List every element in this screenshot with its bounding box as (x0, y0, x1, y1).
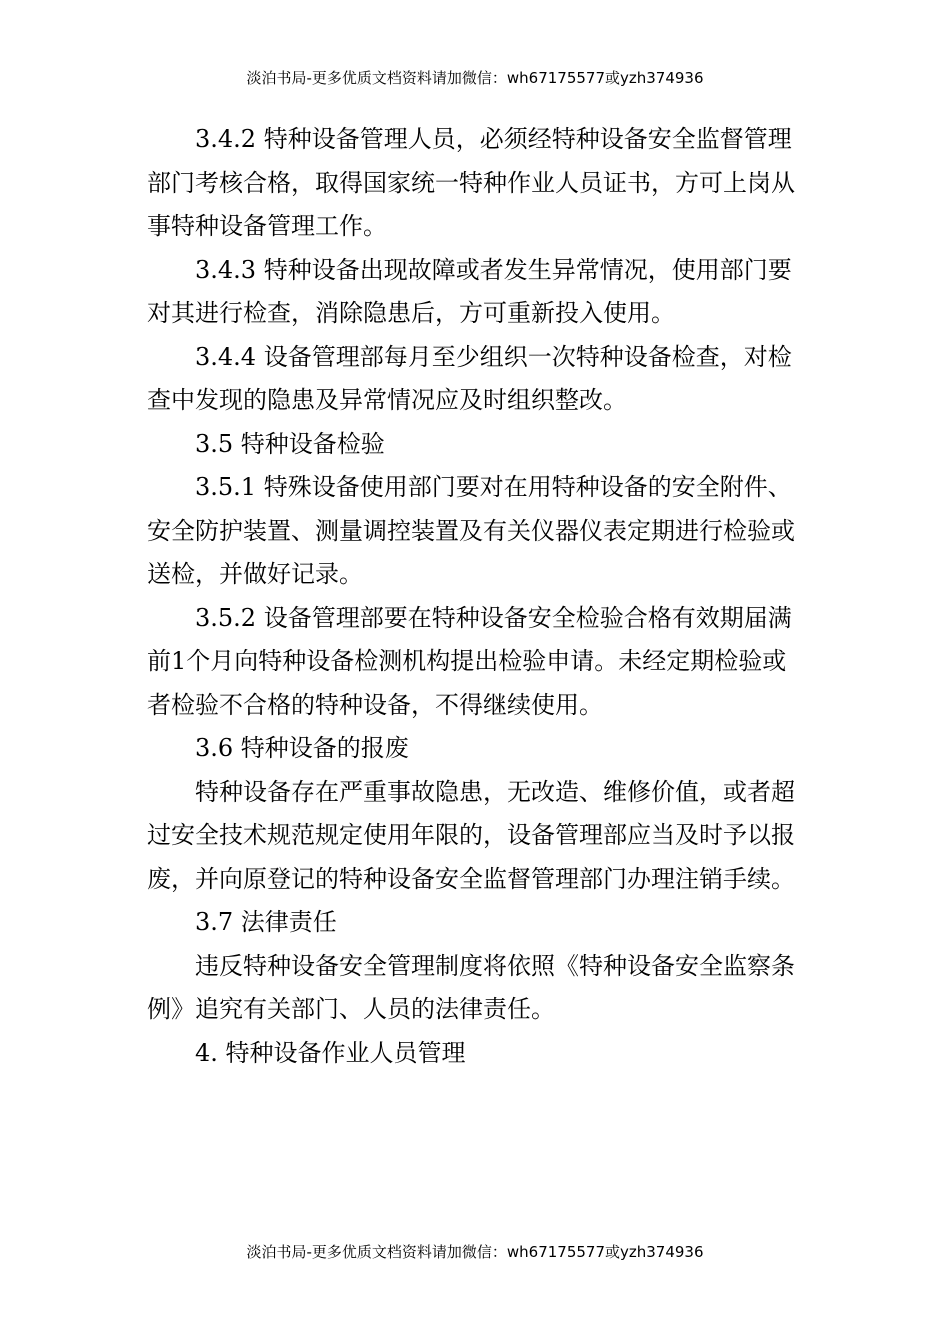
paragraph-3-5-2: 3.5.2 设备管理部要在特种设备安全检验合格有效期届满前1个月向特种设备检测机构提出检验申请。未经定期检验或者检验不合格的特种设备，不得继续使用。 (147, 603, 792, 719)
paragraph-3-4-2: 3.4.2 特种设备管理人员，必须经特种设备安全监督管理部门考核合格，取得国家统一特种作业人员证书，方可上岗从事特种设备管理工作。 (147, 125, 795, 240)
paragraph-3-6-body: 特种设备存在严重事故隐患，无改造、维修价值，或者超过安全技术规范规定使用年限的，设备管理部应当及时予以报废，并向原登记的特种设备安全监督管理部门办理注销手续。 (147, 777, 795, 893)
heading-3-6: 3.6 特种设备的报废 (195, 734, 409, 762)
paragraph-3-4-3: 3.4.3 特种设备出现故障或者发生异常情况，使用部门要对其进行检查，消除隐患后，方可重新投入使用。 (147, 255, 792, 327)
page-header: 淡泊书局-更多优质文档资料请加微信：wh67175577或yzh374936 (246, 69, 704, 87)
paragraph-3-5-1: 3.5.1 特殊设备使用部门要对在用特种设备的安全附件、安全防护装置、测量调控装置及有关仪器仪表定期进行检验或送检，并做好记录。 (147, 473, 795, 588)
heading-3-5: 3.5 特种设备检验 (195, 429, 385, 458)
document-body (147, 118, 807, 1075)
paragraph-3-7-body: 违反特种设备安全管理制度将依照《特种设备安全监察条例》追究有关部门、人员的法律责任。 (147, 951, 795, 1023)
heading-4: 4. 特种设备作业人员管理 (195, 1038, 466, 1067)
heading-3-7: 3.7 法律责任 (195, 908, 337, 936)
paragraph-3-4-4: 3.4.4 设备管理部每月至少组织一次特种设备检查，对检查中发现的隐患及异常情况应及时组织整改。 (147, 342, 792, 414)
page-footer: 淡泊书局-更多优质文档资料请加微信：wh67175577或yzh374936 (246, 1243, 704, 1261)
